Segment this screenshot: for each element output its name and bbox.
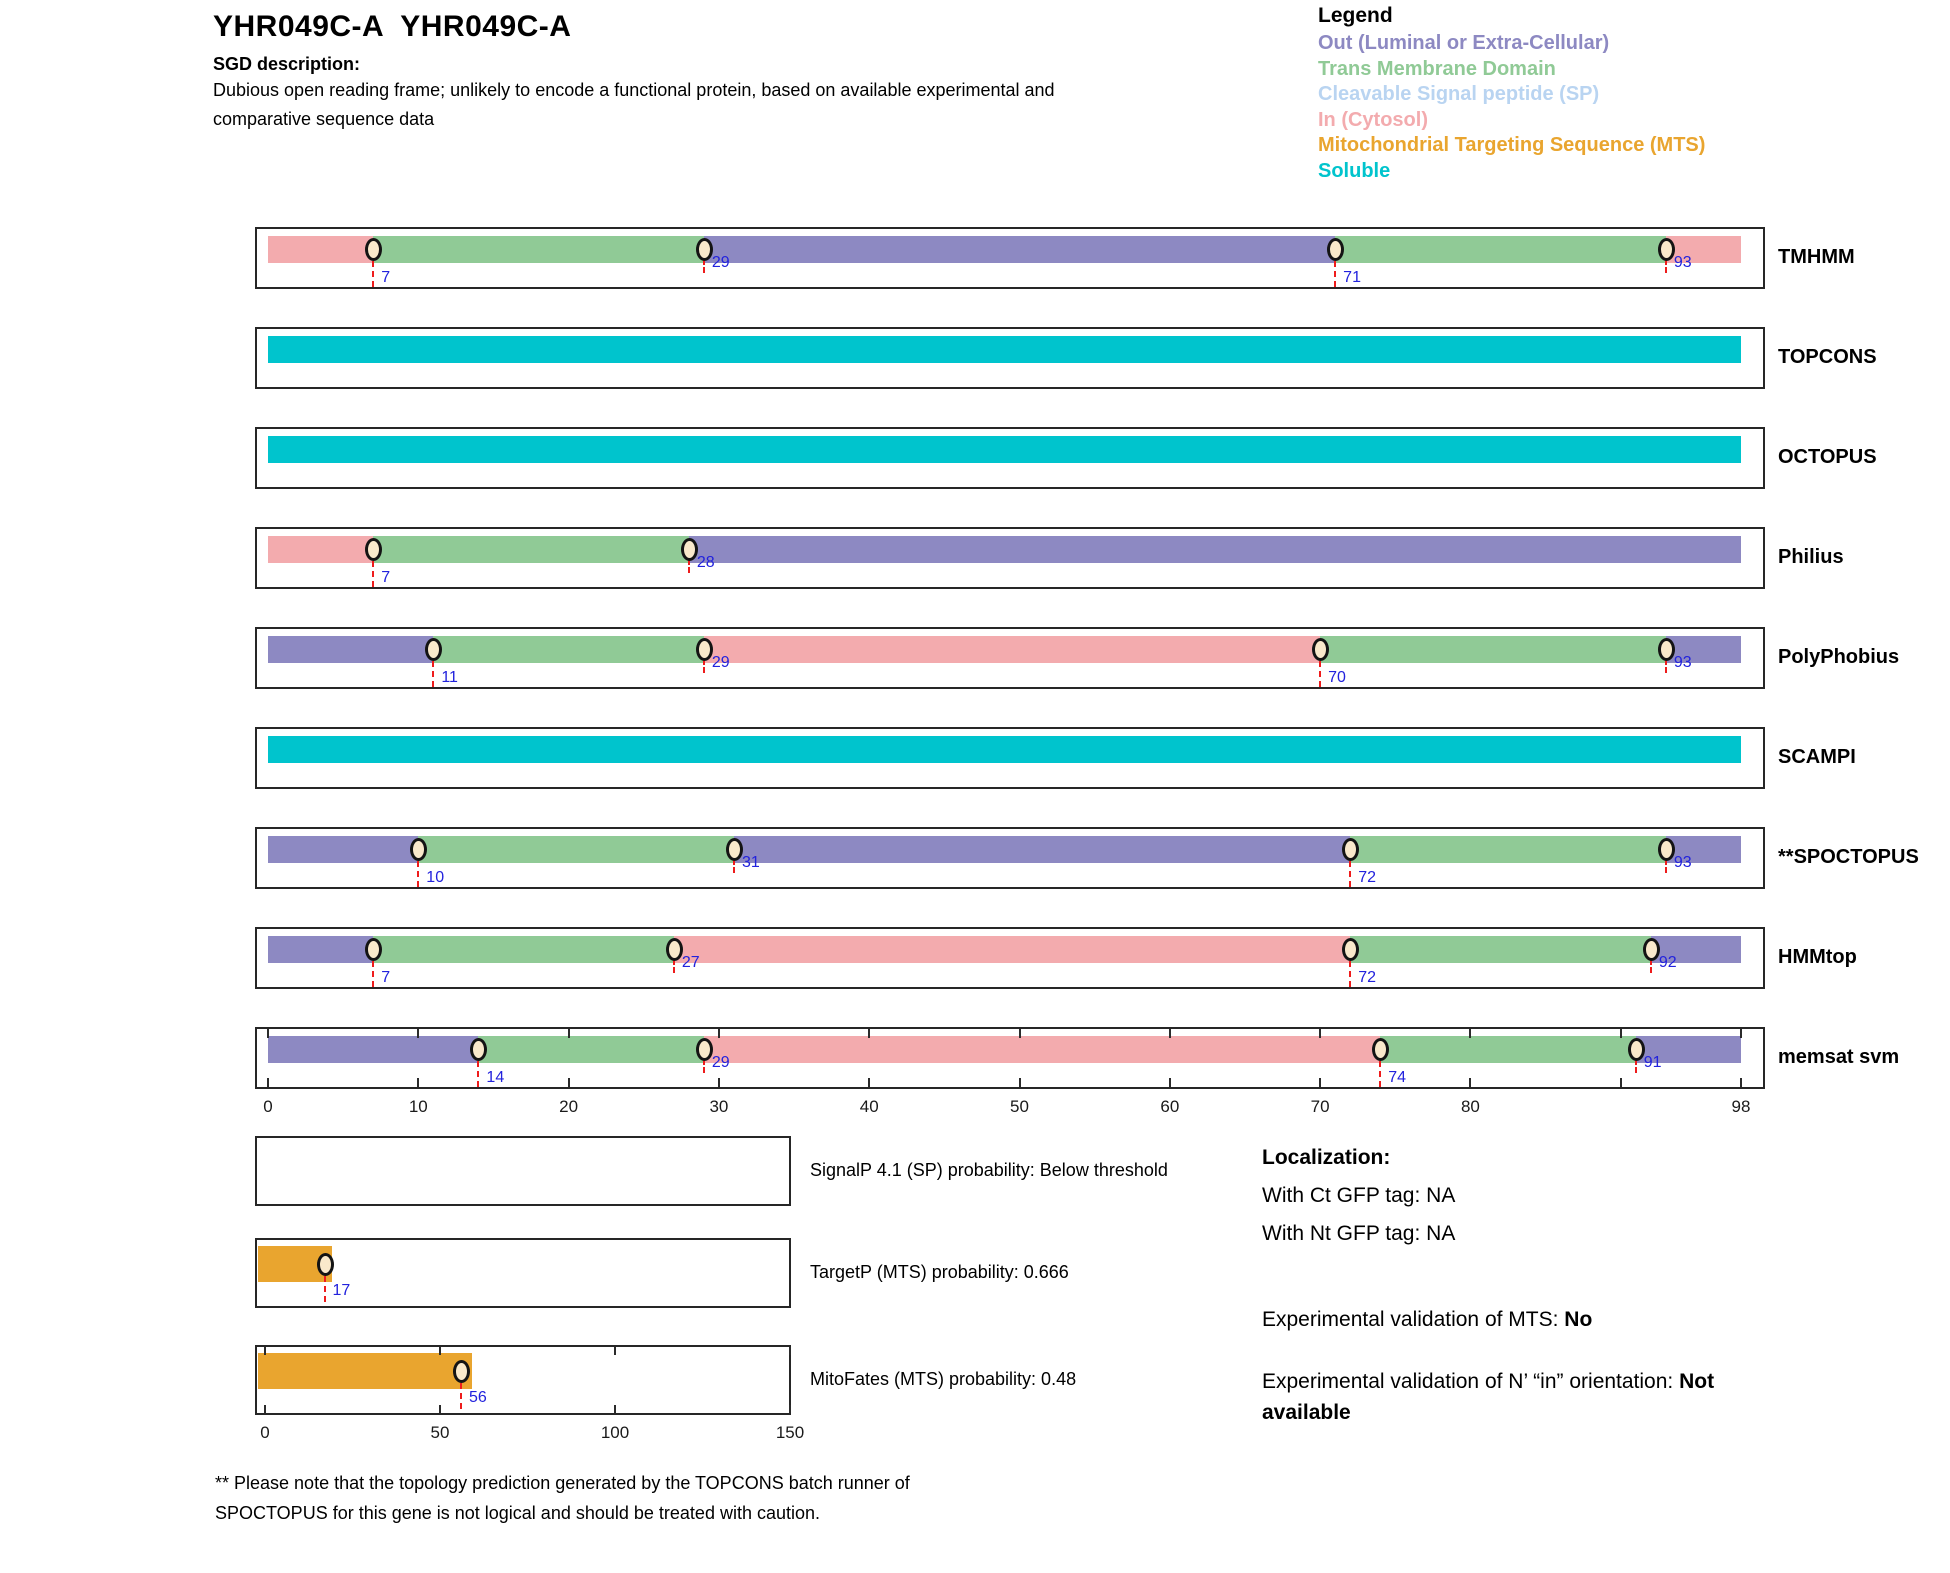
legend-item-out: Out (Luminal or Extra-Cellular)	[1318, 32, 1610, 54]
track-label-polyphobius: PolyPhobius	[1778, 646, 1900, 668]
prob-caption-mitofates: MitoFates (MTS) probability: 0.48	[810, 1369, 1077, 1389]
prob-axis-tick	[614, 1347, 616, 1355]
topology-segment-in	[268, 536, 373, 563]
x-axis-tick	[417, 1078, 419, 1087]
x-axis-label: 0	[263, 1097, 273, 1116]
topology-segment-tm	[373, 536, 689, 563]
boundary-label: 29	[711, 1054, 730, 1071]
prob-axis-tick	[264, 1405, 266, 1413]
x-axis-label: 20	[559, 1097, 579, 1116]
boundary-label: 27	[681, 954, 700, 971]
probability-bar-mts	[258, 1353, 472, 1389]
legend-item-soluble: Soluble	[1318, 159, 1391, 182]
x-axis-tick	[568, 1029, 570, 1038]
prob-axis-tick	[789, 1347, 791, 1355]
track-label-octopus: OCTOPUS	[1778, 446, 1877, 468]
x-axis-tick	[1169, 1078, 1171, 1087]
x-axis-tick	[267, 1029, 269, 1038]
boundary-label: 72	[1358, 969, 1376, 986]
orientation-text: Experimental validation of N’ “in” orientation:	[1262, 1370, 1680, 1393]
track-label-tmhmm: TMHMM	[1778, 246, 1855, 268]
prob-axis-label: 0	[260, 1423, 270, 1442]
boundary-label: 29	[711, 654, 730, 671]
spoctopus-footnote: ** Please note that the topology prediction generated by the TOPCONS batch runner of SPOCTOPUS for this gene is not logical and should be treated with caution.	[215, 1473, 910, 1523]
prob-axis-tick	[439, 1347, 441, 1355]
topology-segment-in	[268, 236, 373, 263]
topology-segment-tm	[1335, 236, 1666, 263]
sgd-description-text: Dubious open reading frame; unlikely to encode a functional protein, based on available experimental and comparative sequence data	[213, 80, 1055, 129]
prob-caption-targetp: TargetP (MTS) probability: 0.666	[810, 1262, 1069, 1282]
x-axis-label: 60	[1160, 1097, 1180, 1116]
x-axis-label: 40	[859, 1097, 879, 1116]
boundary-label: 93	[1673, 654, 1692, 671]
boundary-marker	[681, 538, 698, 561]
x-axis-tick	[1740, 1029, 1742, 1038]
x-axis-label: 80	[1460, 1097, 1480, 1116]
topology-segment-in	[704, 636, 1320, 663]
track-label-topcons: TOPCONS	[1778, 346, 1877, 368]
sgd-description-label: SGD description:	[213, 54, 361, 74]
x-axis-tick	[868, 1029, 870, 1038]
boundary-marker	[666, 938, 683, 961]
topology-segment-tm	[373, 936, 674, 963]
x-axis-tick	[568, 1078, 570, 1087]
localization-mts-validation	[1262, 1308, 1592, 1332]
x-axis-label: 70	[1310, 1097, 1330, 1116]
page-title: YHR049C-A YHR049C-A	[213, 10, 572, 43]
localization-nt-gfp: With Nt GFP tag: NA	[1262, 1222, 1456, 1245]
boundary-marker	[1643, 938, 1660, 961]
boundary-label: 72	[1358, 869, 1376, 886]
topology-segment-out	[734, 836, 1350, 863]
boundary-marker	[317, 1253, 334, 1276]
legend-item-tm: Trans Membrane Domain	[1318, 57, 1556, 80]
x-axis-tick	[1319, 1029, 1321, 1038]
prob-axis-tick	[439, 1405, 441, 1413]
legend-title: Legend	[1318, 4, 1393, 27]
x-axis-tick	[1019, 1078, 1021, 1087]
boundary-marker	[453, 1360, 470, 1383]
boundary-label: 70	[1328, 669, 1346, 686]
prob-axis-label: 100	[600, 1423, 630, 1442]
x-axis-tick	[1319, 1078, 1321, 1087]
boundary-label: 7	[381, 569, 391, 586]
x-axis-tick	[1620, 1029, 1622, 1038]
boundary-marker	[696, 1038, 713, 1061]
track-label-hmmtop: HMMtop	[1778, 946, 1857, 968]
boundary-marker	[696, 638, 713, 661]
topology-segment-out	[268, 936, 373, 963]
track-label-spoctopus: **SPOCTOPUS	[1778, 846, 1919, 868]
x-axis-label: 98	[1731, 1097, 1751, 1116]
prob-axis-tick	[789, 1405, 791, 1413]
topology-segment-tm	[1320, 636, 1666, 663]
prob-axis-label: 50	[430, 1423, 450, 1442]
topology-segment-out	[268, 636, 433, 663]
x-axis-label: 50	[1010, 1097, 1029, 1116]
boundary-marker	[1658, 838, 1675, 861]
x-axis-tick	[1740, 1078, 1742, 1087]
prob-box-signalp	[255, 1136, 791, 1206]
boundary-marker	[1628, 1038, 1645, 1061]
boundary-label: 10	[426, 869, 445, 886]
localization-orientation-validation	[1262, 1366, 1752, 1428]
x-axis-label: 30	[709, 1097, 729, 1116]
boundary-label: 71	[1343, 269, 1361, 286]
boundary-label: 93	[1673, 254, 1692, 271]
track-label-scampi: SCAMPI	[1778, 746, 1856, 768]
boundary-label: 91	[1643, 1054, 1662, 1071]
boundary-marker	[1658, 638, 1675, 661]
mts-validation-text: Experimental validation of MTS:	[1262, 1308, 1565, 1331]
boundary-label: 29	[711, 254, 730, 271]
topology-segment-out	[704, 236, 1335, 263]
prob-axis-label: 150	[775, 1423, 805, 1442]
boundary-label: 92	[1658, 954, 1677, 971]
legend-item-sp: Cleavable Signal peptide (SP)	[1318, 83, 1600, 105]
topology-segment-tm	[418, 836, 734, 863]
topology-segment-tm	[1380, 1036, 1636, 1063]
x-axis-tick	[267, 1078, 269, 1087]
boundary-marker	[726, 838, 743, 861]
localization-title: Localization:	[1262, 1146, 1391, 1169]
x-axis-tick	[1469, 1029, 1471, 1038]
prob-caption-signalp: SignalP 4.1 (SP) probability: Below threshold	[810, 1160, 1168, 1180]
x-axis-tick	[868, 1078, 870, 1087]
probability-marker-label: 56	[469, 1389, 487, 1406]
boundary-label: 31	[741, 854, 760, 871]
x-axis-tick	[1620, 1078, 1622, 1087]
topology-segment-tm	[373, 236, 704, 263]
x-axis-tick	[718, 1029, 720, 1038]
track-label-philius: Philius	[1778, 546, 1844, 568]
probability-marker-label: 17	[332, 1282, 351, 1299]
legend-item-mts: Mitochondrial Targeting Sequence (MTS)	[1318, 134, 1706, 156]
x-axis-tick	[1169, 1029, 1171, 1038]
topology-segment-tm	[433, 636, 704, 663]
topology-segment-in	[674, 936, 1350, 963]
x-axis-tick	[417, 1029, 419, 1038]
topology-segment-tm	[1350, 836, 1666, 863]
boundary-label: 28	[696, 554, 715, 571]
boundary-label: 7	[381, 269, 391, 286]
prob-axis-tick	[614, 1405, 616, 1413]
x-axis-label: 10	[408, 1097, 428, 1116]
boundary-label: 11	[441, 669, 458, 686]
track-label-memsat-svm: memsat svm	[1778, 1046, 1900, 1068]
boundary-label: 14	[486, 1069, 505, 1086]
topology-segment-out	[268, 836, 418, 863]
topology-segment-in	[704, 1036, 1380, 1063]
x-axis-tick	[718, 1078, 720, 1087]
topology-segment-soluble	[268, 436, 1741, 463]
boundary-label: 7	[381, 969, 391, 986]
topology-segment-soluble	[268, 736, 1741, 763]
boundary-label: 93	[1673, 854, 1692, 871]
topology-segment-soluble	[268, 336, 1741, 363]
localization-ct-gfp: With Ct GFP tag: NA	[1262, 1184, 1456, 1207]
topology-segment-out	[689, 536, 1741, 563]
topology-segment-tm	[1350, 936, 1651, 963]
x-axis-tick	[1469, 1078, 1471, 1087]
mts-validation-value: No	[1564, 1308, 1593, 1331]
boundary-marker	[696, 238, 713, 261]
prob-axis-tick	[264, 1347, 266, 1355]
orientation-value: Not available	[1262, 1370, 1715, 1424]
x-axis-tick	[1019, 1029, 1021, 1038]
topology-segment-out	[268, 1036, 478, 1063]
boundary-marker	[1658, 238, 1675, 261]
topology-segment-tm	[478, 1036, 703, 1063]
legend-item-in: In (Cytosol)	[1318, 108, 1428, 131]
boundary-label: 74	[1388, 1069, 1407, 1086]
